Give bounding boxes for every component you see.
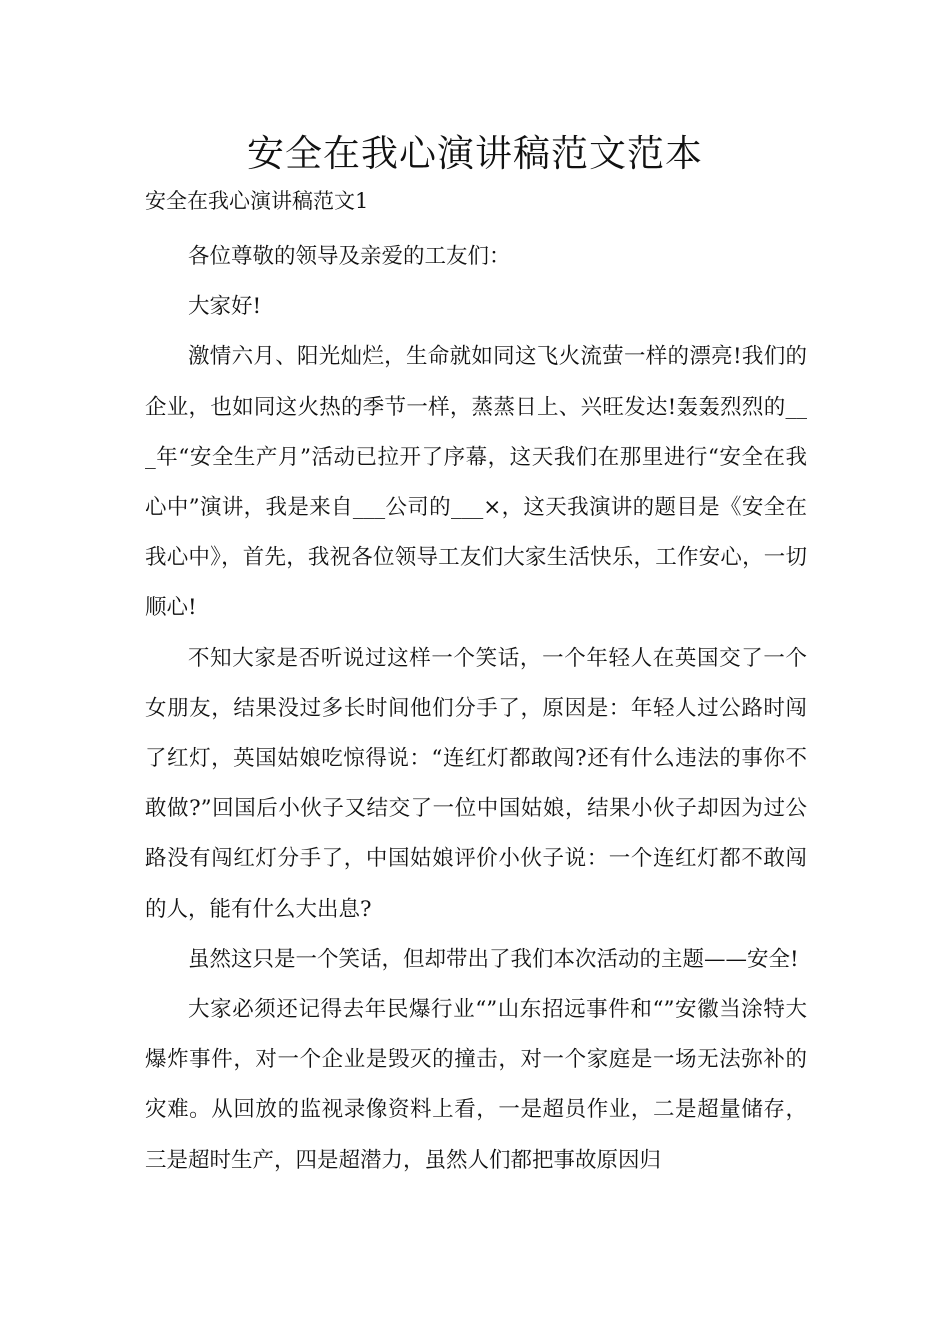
document-title: 安全在我心演讲稿范文范本	[247, 132, 703, 175]
paragraph-accident: 大家必须还记得去年民爆行业“”山东招远事件和“”安徽当涂特大爆炸事件，对一个企业是毁灭的撞击，对一个家庭是一场无法弥补的灾难。从回放的监视录像资料上看，一是超员作业，二是超量储存，三是超时生产，四是超潜力，虽然人们都把事故原因归	[145, 997, 807, 1173]
paragraph-hello: 大家好!	[188, 294, 262, 320]
paragraph-greeting: 各位尊敬的领导及亲爱的工友们：	[188, 244, 511, 269]
document-body	[145, 232, 807, 1186]
paragraph-joke: 不知大家是否听说过这样一个笑话，一个年轻人在英国交了一个女朋友，结果没过多长时间他们分手了，原因是：年轻人过公路时闯了红灯，英国姑娘吃惊得说：“连红灯都敢闯?还有什么违法的事你不敢做?”回国后小伙子又结交了一位中国姑娘，结果小伙子却因为过公路没有闯红灯分手了，中国姑娘评价小伙子说：一个连红灯都不敢闯的人，能有什么大出息?	[145, 645, 807, 922]
paragraph-intro: 激情六月、阳光灿烂，生命就如同这飞火流萤一样的漂亮!我们的企业，也如同这火热的季节一样，蒸蒸日上、兴旺发达!轰轰烈烈的___年“安全生产月”活动已拉开了序幕，这天我们在那里进行“安全在我心中”演讲，我是来自___公司的___×，这天我演讲的题目是《安全在我心中》，首先，我祝各位领导工友们大家生活快乐，工作安心，一切顺心!	[145, 344, 807, 621]
document-subtitle: 安全在我心演讲稿范文1	[145, 189, 369, 213]
paragraph-theme: 虽然这只是一个笑话，但却带出了我们本次活动的主题——安全!	[188, 946, 799, 972]
